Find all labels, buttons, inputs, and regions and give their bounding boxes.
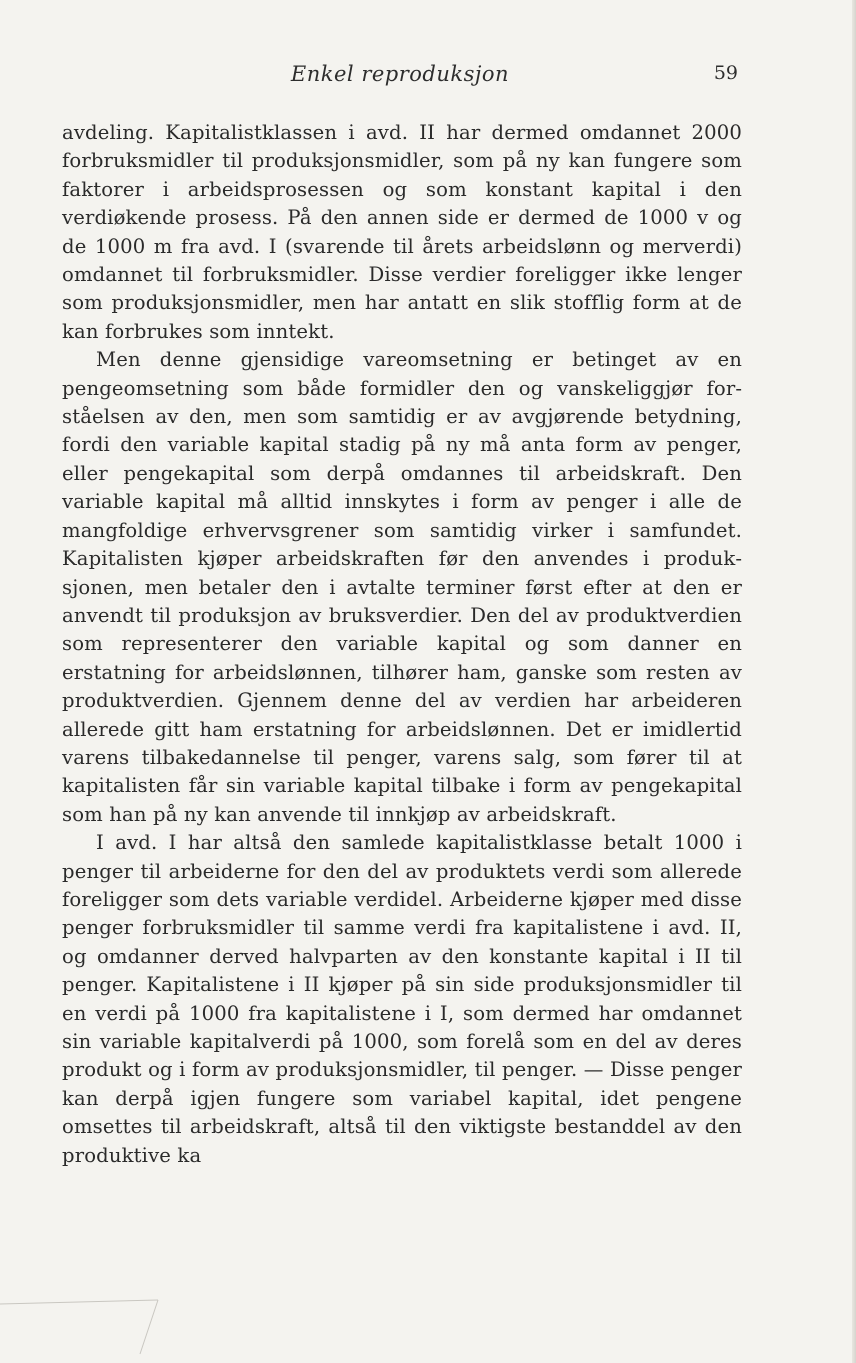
paper-scratch-mark: [0, 1296, 170, 1356]
page-edge: [852, 0, 856, 1363]
paragraph-2: Men denne gjensidige vareomsetning er betinget av en pengeomsetning som både formidler den og vanskeliggjør forståelsen av den, men som samtidig er av avgjørende betydning, fordi den variable kapital stadig på ny må anta form av penger, eller pengekapital som derpå omdannes til arbeidskraft. Den variable kapital må alltid innskytes i form av penger i alle de mangfoldige erhvervsgrener som samtidig virker i samfundet. Kapitalisten kjøper arbeidskraften før den anvendes i produksjonen, men betaler den i avtalte terminer først efter at den er anvendt til produksjon av bruksverdier. Den del av produktverdien som representerer den variable kapital og som danner en erstatning for arbeidslønnen, tilhører ham, ganske som resten av produktverdien. Gjennem denne del av verdien har arbeideren allerede gitt ham erstatning for arbeidslønnen. Det er imidlertid varens tilbakedannelse til penger, varens salg, som fører til at kapitalisten får sin variable kapital tilbake i form av pengekapital som han på ny kan anvende til innkjøp av arbeidskraft.: [62, 348, 742, 826]
paragraph-3: I avd. I har altså den samlede kapitalistklasse betalt 1000 i penger til arbeiderne for den del av produktets verdi som allerede foreligger som dets variable verdidel. Arbeiderne kjøper med disse penger forbruksmidler til samme verdi fra kapitalistene i avd. II, og omdanner derved halvparten av den konstante kapital i II til penger. Kapitalistene i II kjøper på sin side produksjonsmidler til en verdi på 1000 fra kapitalistene i I, som dermed har omdannet sin variable kapitalverdi på 1000, som forelå som en del av deres produkt og i form av produksjonsmidler, til penger. — Disse penger kan derpå igjen fungere som variabel kapital, idet pengene omsettes til arbeidskraft, altså til den viktigste bestanddel av den produktive ka: [62, 831, 742, 1167]
running-header: [62, 62, 738, 94]
running-title: Enkel reproduksjon: [290, 62, 510, 86]
body-text: [62, 119, 742, 1170]
paragraph-1: avdeling. Kapitalistklassen i avd. II har dermed omdannet 2000 forbruksmidler til produksjonsmidler, som på ny kan fungere som faktorer i arbeidsprosessen og som konstant kapital i den verdiøkende prosess. På den annen side er dermed de 1000 v og de 1000 m fra avd. I (svarende til årets arbeidslønn og merverdi) omdannet til forbruksmidler. Disse verdier foreligger ikke lenger som produksjonsmidler, men har antatt en slik stofflig form at de kan forbrukes som inntekt.: [62, 121, 742, 343]
page-number: 59: [713, 62, 738, 84]
